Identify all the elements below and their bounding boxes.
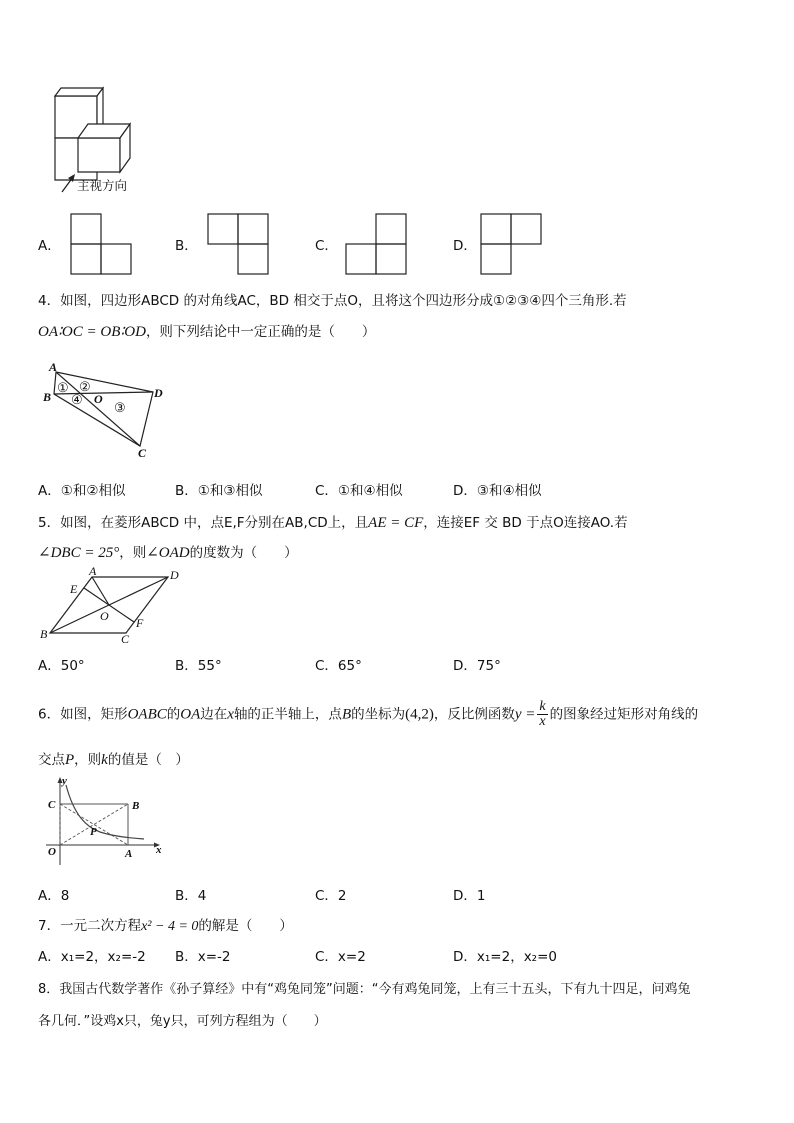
q3-option-b-label: B． — [175, 238, 198, 254]
q5-label-f: F — [136, 616, 144, 630]
q4-text-line1: 4．如图，四边形ABCD 的对角线AC，BD 相交于点O，且将这个四边形分成①②③④四个三角形.若 — [38, 293, 627, 309]
q7-option-b: B．x=-2 — [175, 949, 231, 965]
q5-formula-angle-oad: ∠OAD — [146, 545, 190, 561]
q7-text-b: 的解是（ ） — [198, 918, 293, 934]
q6-axis-label-x: x — [156, 844, 162, 856]
q6-text-p3: 边在 — [200, 706, 228, 723]
q5-text-a: 5．如图，在菱形ABCD 中，点E,F分别在AB,CD上，且 — [38, 515, 369, 531]
q6-label-a: A — [125, 848, 133, 860]
q6-math-oabc: OABC — [127, 706, 167, 723]
q6-math-k: k — [101, 752, 108, 768]
q4-option-d: D．③和④相似 — [453, 483, 542, 499]
q7-text — [38, 914, 293, 935]
q4-option-c: C．①和④相似 — [315, 483, 403, 499]
q5-text-end: 的度数为（ ） — [189, 545, 298, 561]
q6-fraction — [537, 700, 547, 729]
q6-math-y-eq: y = — [514, 706, 536, 723]
q4-question-suffix: ，则下列结论中一定正确的是（ ） — [145, 324, 376, 340]
q8-text-line1: 8．我国古代数学著作《孙子算经》中有“鸡兔同笼”问题：“今有鸡兔同笼，上有三十五头，下有九十四足，问鸡兔 — [38, 982, 691, 997]
q4-label-d: D — [154, 386, 163, 400]
q5-formula-ae-cf: AE = CF — [368, 515, 424, 531]
q6-option-b: B．4 — [175, 888, 207, 904]
q5-label-d: D — [170, 568, 179, 582]
q6-math-oa: OA — [180, 706, 201, 723]
q3-option-a-view — [70, 213, 132, 275]
q4-label-b: B — [43, 390, 52, 404]
q6-option-c: C．2 — [315, 888, 347, 904]
q6-text-p4: 轴的正半轴上，点 — [233, 706, 342, 723]
q6-text-p1: 6．如图，矩形 — [38, 706, 128, 723]
q5-label-o: O — [100, 609, 109, 623]
q5-text-mid: ，则 — [119, 545, 147, 561]
q5-label-b: B — [40, 627, 48, 641]
q6-text-p2: 的 — [166, 706, 181, 723]
q6-label-c: C — [48, 799, 56, 811]
q6-text-p5: 的坐标为 — [351, 706, 406, 723]
q4-label-o: O — [94, 392, 103, 406]
q5-rhombus-figure — [38, 565, 188, 647]
q7-option-d: D．x₁=2，x₂=0 — [453, 949, 557, 965]
q6-graph-figure — [40, 775, 170, 870]
q6-option-a: A．8 — [38, 888, 70, 904]
q4-quadrilateral-figure — [40, 360, 170, 460]
q6-math-coord: (4,2) — [405, 706, 434, 723]
q4-option-b: B．①和③相似 — [175, 483, 263, 499]
q6-text-line2-b: ，则 — [74, 752, 102, 768]
q5-text-line1 — [38, 511, 628, 532]
q4-region-4: ④ — [71, 392, 83, 407]
q6-text-line2-a: 交点 — [38, 752, 65, 768]
q7-text-a: 7．一元二次方程 — [38, 918, 142, 934]
q4-text-line2 — [38, 320, 375, 341]
q5-formula-angle-dbc: ∠DBC = 25° — [38, 545, 120, 561]
q5-label-c: C — [121, 632, 130, 646]
q4-region-2: ② — [79, 379, 91, 394]
q6-math-p: P — [65, 752, 75, 768]
q6-label-b: B — [132, 800, 140, 812]
q5-text-line2 — [38, 541, 298, 562]
q6-fraction-numerator: k — [539, 699, 546, 714]
q7-option-a: A．x₁=2，x₂=-2 — [38, 949, 146, 965]
q5-option-b: B．55° — [175, 658, 222, 674]
q7-option-c: C．x=2 — [315, 949, 366, 965]
q6-text-line2-c: 的值是（ ） — [107, 752, 189, 768]
q5-label-e: E — [70, 582, 78, 596]
q6-text-line2 — [38, 748, 189, 769]
q4-region-1: ① — [57, 380, 69, 395]
q4-option-a: A．①和②相似 — [38, 483, 126, 499]
q5-text-b: ，连接EF 交 BD 于点O连接AO.若 — [423, 515, 628, 531]
q6-text-line1 — [38, 700, 698, 729]
q5-option-a: A．50° — [38, 658, 85, 674]
q4-label-c: C — [138, 446, 147, 460]
q5-option-d: D．75° — [453, 658, 501, 674]
q4-ratio-formula: OA∶OC = OB∶OD — [38, 324, 146, 340]
q3-option-a-label: A． — [38, 238, 61, 254]
q3-option-d-view — [480, 213, 542, 275]
q5-label-a: A — [89, 564, 97, 578]
q6-text-p6: ，反比例函数 — [433, 706, 515, 723]
q5-option-c: C．65° — [315, 658, 362, 674]
q3-option-c-label: C． — [315, 238, 338, 254]
q3-option-d-label: D． — [453, 238, 477, 254]
q6-math-b: B — [341, 706, 352, 723]
q6-math-x: x — [227, 706, 234, 723]
q6-option-d: D．1 — [453, 888, 486, 904]
q3-option-b-view — [207, 213, 269, 275]
q3-option-c-view — [345, 213, 407, 275]
q4-label-a: A — [49, 360, 58, 374]
q6-label-o: O — [48, 846, 56, 858]
q8-text-line2: 各几何．”设鸡x只，兔y只，可列方程组为（ ） — [38, 1014, 327, 1029]
q6-fraction-denominator: x — [539, 714, 546, 729]
q6-label-p: P — [90, 826, 97, 838]
q6-text-p7: 的图象经过矩形对角线的 — [549, 706, 699, 723]
direction-label: 主视方向 — [77, 178, 128, 193]
q6-axis-label-y: y — [62, 775, 67, 787]
q7-equation: x² − 4 = 0 — [141, 919, 199, 934]
q4-region-3: ③ — [114, 400, 126, 415]
